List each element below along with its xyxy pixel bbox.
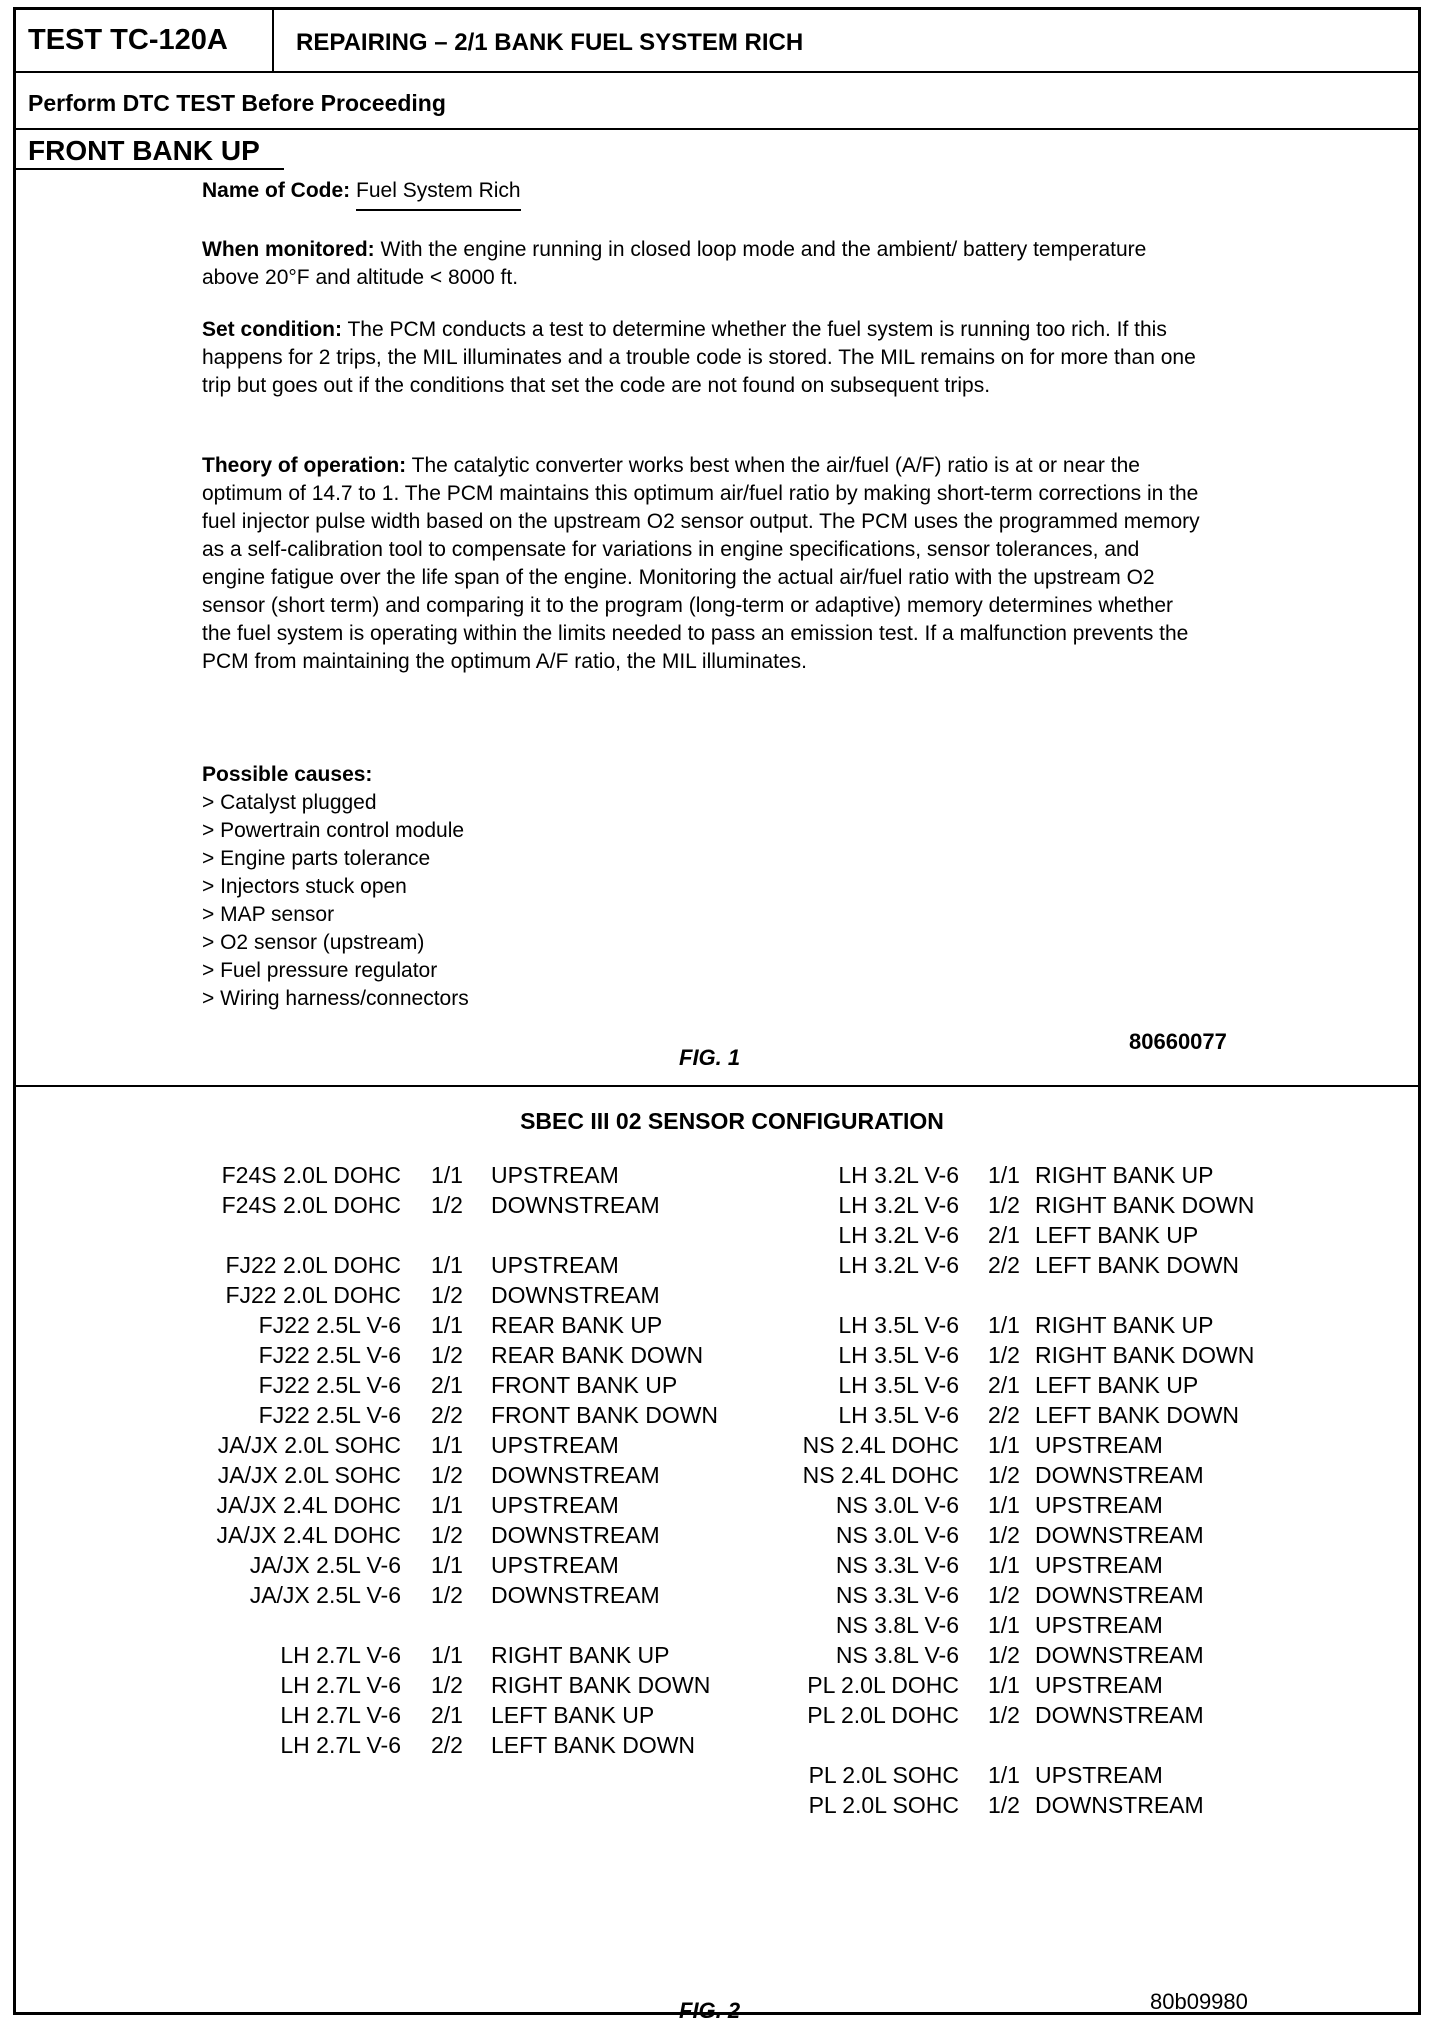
config-position: 1/1 (988, 1672, 1020, 1698)
config-row (136, 1460, 756, 1490)
config-engine: NS 3.3L V-6 (835, 1582, 959, 1608)
code-name-label: Name of Code: (202, 179, 351, 202)
config-row (136, 1670, 756, 1700)
figure-1-label: FIG. 1 (679, 1045, 741, 1070)
config-position: 1/2 (988, 1192, 1020, 1218)
config-description: LEFT BANK UP (1035, 1372, 1199, 1398)
config-position: 1/2 (431, 1282, 463, 1308)
config-position: 1/1 (431, 1252, 463, 1278)
config-position: 2/2 (431, 1732, 463, 1758)
config-engine: LH 3.2L V-6 (838, 1192, 959, 1218)
config-position: 1/2 (431, 1192, 463, 1218)
section-heading: FRONT BANK UP (28, 135, 260, 166)
config-position: 1/1 (431, 1432, 463, 1458)
config-row (756, 1520, 1316, 1550)
config-engine: PL 2.0L SOHC (808, 1792, 959, 1818)
config-description: LEFT BANK DOWN (491, 1732, 696, 1758)
config-row (756, 1400, 1316, 1430)
config-row (756, 1160, 1316, 1190)
figure-1-code: 80660077 (1129, 1029, 1227, 1054)
possible-causes (202, 761, 1202, 1013)
config-engine: LH 2.7L V-6 (280, 1732, 401, 1758)
code-name (202, 177, 1202, 211)
config-engine: PL 2.0L SOHC (808, 1762, 959, 1788)
config-row (756, 1760, 1316, 1790)
config-description: DOWNSTREAM (1035, 1702, 1204, 1728)
config-description: RIGHT BANK DOWN (1035, 1192, 1255, 1218)
config-row (756, 1190, 1316, 1220)
config-description: FRONT BANK UP (491, 1372, 678, 1398)
config-engine: F24S 2.0L DOHC (221, 1162, 401, 1188)
config-description: UPSTREAM (1035, 1762, 1163, 1788)
theory-text: The catalytic converter works best when the air/fuel (A/F) ratio is at or near the optimum of 14.7 to 1. The PCM maintains this optimum air/fuel ratio by making short-term corrections in the fuel injector pulse width based on the upstream O2 sensor output. The PCM uses the programmed memory as a self-calibration tool to compensate for variations in engine specifications, sensor tolerances, and engine fatigue over the life span of the engine. Monitoring the actual air/fuel ratio with the upstream O2 sensor (short term) and comparing it to the program (long-term or adaptive) memory determines whether the fuel system is operating within the limits needed to pass an emission test. If a malfunction prevents the PCM from maintaining the optimum A/F ratio, the MIL illuminates. (202, 454, 1200, 673)
config-description: UPSTREAM (1035, 1672, 1163, 1698)
config-description: UPSTREAM (1035, 1432, 1163, 1458)
config-engine: JA/JX 2.0L SOHC (217, 1462, 401, 1488)
config-description: UPSTREAM (491, 1162, 619, 1188)
config-description: DOWNSTREAM (491, 1522, 660, 1548)
cause-item: > Catalyst plugged (202, 791, 377, 814)
config-row (136, 1340, 756, 1370)
config-position: 1/1 (988, 1312, 1020, 1338)
config-description: REAR BANK DOWN (491, 1342, 704, 1368)
config-description: FRONT BANK DOWN (491, 1402, 719, 1428)
config-position: 1/1 (988, 1492, 1020, 1518)
figure-divider (16, 1085, 1418, 1087)
figure-2-label: FIG. 2 (679, 1998, 741, 2023)
config-engine: NS 2.4L DOHC (802, 1432, 959, 1458)
config-description: DOWNSTREAM (491, 1282, 660, 1308)
config-engine: JA/JX 2.0L SOHC (217, 1432, 401, 1458)
config-engine: NS 3.8L V-6 (835, 1642, 959, 1668)
config-description: DOWNSTREAM (491, 1192, 660, 1218)
config-description: DOWNSTREAM (1035, 1582, 1204, 1608)
config-position: 2/1 (988, 1372, 1020, 1398)
config-description: DOWNSTREAM (491, 1462, 660, 1488)
config-engine: FJ22 2.5L V-6 (258, 1312, 401, 1338)
config-engine: LH 2.7L V-6 (280, 1702, 401, 1728)
config-engine: JA/JX 2.5L V-6 (249, 1582, 401, 1608)
config-engine: FJ22 2.5L V-6 (258, 1402, 401, 1428)
config-description: RIGHT BANK UP (1035, 1162, 1214, 1188)
config-engine: LH 3.5L V-6 (838, 1312, 959, 1338)
config-description: DOWNSTREAM (1035, 1642, 1204, 1668)
config-description: LEFT BANK UP (1035, 1222, 1199, 1248)
config-engine: FJ22 2.0L DOHC (225, 1282, 401, 1308)
config-engine: FJ22 2.5L V-6 (258, 1342, 401, 1368)
config-position: 1/2 (988, 1702, 1020, 1728)
config-description: DOWNSTREAM (491, 1582, 660, 1608)
title-row (16, 10, 1418, 73)
config-row (756, 1340, 1316, 1370)
config-position: 2/2 (988, 1402, 1020, 1428)
perform-instruction: Perform DTC TEST Before Proceeding (16, 71, 1418, 130)
config-description: UPSTREAM (491, 1492, 619, 1518)
config-engine: NS 3.0L V-6 (835, 1522, 959, 1548)
section-heading-underline (16, 168, 284, 170)
config-engine: LH 3.5L V-6 (838, 1402, 959, 1428)
config-row (136, 1190, 756, 1220)
config-row (136, 1310, 756, 1340)
config-engine: JA/JX 2.5L V-6 (249, 1552, 401, 1578)
config-position: 1/2 (431, 1672, 463, 1698)
config-engine: LH 3.5L V-6 (838, 1372, 959, 1398)
config-description: UPSTREAM (1035, 1552, 1163, 1578)
config-description: UPSTREAM (1035, 1612, 1163, 1638)
config-row (136, 1700, 756, 1730)
config-row (756, 1310, 1316, 1340)
config-row (756, 1640, 1316, 1670)
config-row (136, 1370, 756, 1400)
config-position: 1/2 (988, 1522, 1020, 1548)
config-engine: JA/JX 2.4L DOHC (216, 1492, 401, 1518)
config-position: 1/2 (431, 1342, 463, 1368)
config-engine: NS 2.4L DOHC (802, 1462, 959, 1488)
config-position: 1/1 (988, 1552, 1020, 1578)
set-condition-text: The PCM conducts a test to determine whether the fuel system is running too rich. If this happens for 2 trips, the MIL illuminates and a trouble code is stored. The MIL remains on for more than one trip but goes out if the conditions that set the code are not found on subsequent trips. (202, 318, 1196, 397)
config-description: UPSTREAM (491, 1552, 619, 1578)
config-row (136, 1520, 756, 1550)
config-position: 1/1 (431, 1642, 463, 1668)
config-position: 1/1 (431, 1162, 463, 1188)
config-engine: FJ22 2.0L DOHC (225, 1252, 401, 1278)
config-position: 2/1 (431, 1372, 463, 1398)
config-position: 1/2 (988, 1462, 1020, 1488)
config-position: 1/2 (988, 1582, 1020, 1608)
config-row (756, 1490, 1316, 1520)
config-row (136, 1160, 756, 1190)
config-position: 2/1 (988, 1222, 1020, 1248)
config-position: 1/1 (988, 1612, 1020, 1638)
config-position: 1/2 (431, 1462, 463, 1488)
config-engine: LH 3.5L V-6 (838, 1342, 959, 1368)
config-row (756, 1220, 1316, 1250)
cause-item: > Engine parts tolerance (202, 847, 431, 870)
theory-label: Theory of operation: (202, 454, 407, 477)
config-description: RIGHT BANK UP (491, 1642, 670, 1668)
set-condition-paragraph (202, 316, 1202, 400)
config-engine: NS 3.0L V-6 (835, 1492, 959, 1518)
config-description: DOWNSTREAM (1035, 1522, 1204, 1548)
config-position: 1/1 (431, 1492, 463, 1518)
cause-item: > Fuel pressure regulator (202, 959, 438, 982)
config-position: 1/2 (431, 1522, 463, 1548)
config-position: 1/2 (988, 1342, 1020, 1368)
config-engine: NS 3.8L V-6 (835, 1612, 959, 1638)
config-position: 1/1 (431, 1552, 463, 1578)
config-row (136, 1640, 756, 1670)
config-position: 1/1 (988, 1762, 1020, 1788)
config-engine: PL 2.0L DOHC (807, 1702, 959, 1728)
test-title: REPAIRING – 2/1 BANK FUEL SYSTEM RICH (296, 29, 804, 56)
config-description: LEFT BANK DOWN (1035, 1252, 1240, 1278)
config-engine: F24S 2.0L DOHC (221, 1192, 401, 1218)
when-monitored-text: With the engine running in closed loop mode and the ambient/ battery temperature above 20°F and altitude < 8000 ft. (202, 238, 1147, 289)
config-position: 1/2 (431, 1582, 463, 1608)
config-position: 2/2 (431, 1402, 463, 1428)
set-condition-label: Set condition: (202, 318, 342, 341)
config-position: 1/1 (988, 1432, 1020, 1458)
config-position: 1/2 (988, 1792, 1020, 1818)
config-engine: LH 3.2L V-6 (838, 1162, 959, 1188)
config-position: 2/2 (988, 1252, 1020, 1278)
test-id: TEST TC-120A (16, 10, 274, 71)
config-row (136, 1490, 756, 1520)
config-description: REAR BANK UP (491, 1312, 663, 1338)
config-row (136, 1550, 756, 1580)
cause-item: > Injectors stuck open (202, 875, 407, 898)
config-row (136, 1730, 756, 1760)
when-monitored-paragraph (202, 236, 1202, 292)
config-title: SBEC III 02 SENSOR CONFIGURATION (520, 1108, 944, 1134)
config-engine: JA/JX 2.4L DOHC (216, 1522, 401, 1548)
possible-causes-label: Possible causes: (202, 763, 373, 786)
config-position: 1/2 (988, 1642, 1020, 1668)
config-engine: LH 2.7L V-6 (280, 1672, 401, 1698)
figure-2-code: 80b09980 (1150, 1989, 1248, 2014)
config-row (136, 1430, 756, 1460)
config-description: UPSTREAM (491, 1432, 619, 1458)
code-name-value: Fuel System Rich (356, 177, 521, 211)
config-description: RIGHT BANK DOWN (1035, 1342, 1255, 1368)
config-row (756, 1370, 1316, 1400)
config-row (136, 1580, 756, 1610)
config-row (756, 1670, 1316, 1700)
config-engine: LH 3.2L V-6 (838, 1222, 959, 1248)
config-engine: LH 2.7L V-6 (280, 1642, 401, 1668)
config-description: LEFT BANK DOWN (1035, 1402, 1240, 1428)
config-engine: PL 2.0L DOHC (807, 1672, 959, 1698)
config-position: 2/1 (431, 1702, 463, 1728)
cause-item: > Wiring harness/connectors (202, 987, 469, 1010)
config-row (136, 1250, 756, 1280)
config-description: UPSTREAM (491, 1252, 619, 1278)
config-description: UPSTREAM (1035, 1492, 1163, 1518)
config-row (756, 1610, 1316, 1640)
cause-item: > MAP sensor (202, 903, 335, 926)
config-description: RIGHT BANK DOWN (491, 1672, 711, 1698)
config-description: DOWNSTREAM (1035, 1462, 1204, 1488)
config-row (756, 1550, 1316, 1580)
config-row (136, 1280, 756, 1310)
config-description: RIGHT BANK UP (1035, 1312, 1214, 1338)
config-row (136, 1400, 756, 1430)
config-row (756, 1460, 1316, 1490)
theory-paragraph (202, 452, 1202, 676)
when-monitored-label: When monitored: (202, 238, 375, 261)
config-engine: FJ22 2.5L V-6 (258, 1372, 401, 1398)
config-row (756, 1580, 1316, 1610)
config-position: 1/1 (988, 1162, 1020, 1188)
cause-item: > Powertrain control module (202, 819, 465, 842)
config-description: DOWNSTREAM (1035, 1792, 1204, 1818)
config-row (756, 1700, 1316, 1730)
config-row (756, 1790, 1316, 1820)
document-page (13, 7, 1421, 2023)
config-engine: NS 3.3L V-6 (835, 1552, 959, 1578)
config-row (756, 1250, 1316, 1280)
config-position: 1/1 (431, 1312, 463, 1338)
config-engine: LH 3.2L V-6 (838, 1252, 959, 1278)
config-description: LEFT BANK UP (491, 1702, 655, 1728)
config-row (756, 1430, 1316, 1460)
cause-item: > O2 sensor (upstream) (202, 931, 425, 954)
